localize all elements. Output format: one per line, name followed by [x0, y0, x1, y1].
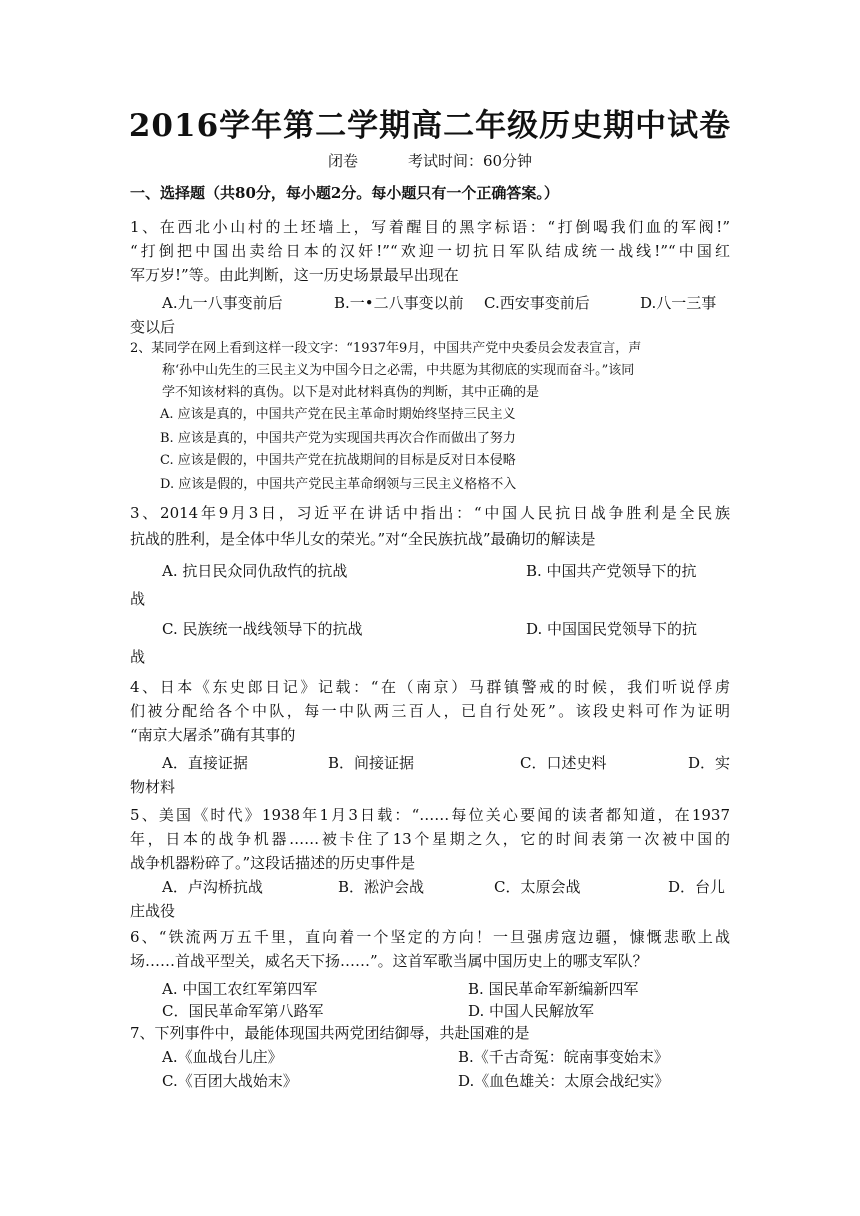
q6-line1: 6、“铁流两万五千里，直向着一个坚定的方向！一旦强虏寇边疆，慷慨悲歌上战	[130, 928, 730, 946]
q1-line2: “打倒把中国出卖给日本的汉奸!”“欢迎一切抗日军队结成统一战线!”“中国红	[130, 242, 730, 260]
q3-option-b-cont: 战	[130, 590, 146, 608]
q4-line3: “南京大屠杀”确有其事的	[130, 726, 296, 744]
q5-option-b: B．淞沪会战	[338, 878, 425, 896]
q2-line3: 学不知该材料的真伪。以下是对此材料真伪的判断，其中正确的是	[162, 385, 540, 400]
q1-option-d-cont: 变以后	[130, 318, 176, 336]
q7-option-c: C.《百团大战始末》	[162, 1072, 298, 1090]
q3-option-d: D. 中国国民党领导下的抗	[526, 620, 698, 638]
q2-option-a: A. 应该是真的，中国共产党在民主革命时期始终坚持三民主义	[160, 407, 516, 422]
q3-line1: 3、2014年9月3日，习近平在讲话中指出：“中国人民抗日战争胜利是全民族	[130, 504, 730, 522]
q4-line1: 4、日本《东史郎日记》记载：“在（南京）马群镇警戒的时候，我们听说俘虏	[130, 678, 730, 696]
q2-line2: 称‘孙中山先生的三民主义为中国今日之必需，中共愿为其彻底的实现而奋斗。”该同	[162, 363, 635, 378]
q7-option-a: A.《血战台儿庄》	[162, 1048, 283, 1066]
q1-option-c: C.西安事变前后	[484, 294, 590, 312]
q4-option-d: D．实	[688, 754, 731, 772]
q1-option-a: A.九一八事变前后	[162, 294, 283, 312]
q1-option-b: B.一•二八事变以前	[334, 294, 464, 312]
q2-line1: 2、某同学在网上看到这样一段文字：“1937年9月，中国共产党中央委员会发表宣言，声	[130, 341, 642, 356]
q2-option-c: C. 应该是假的，中国共产党在抗战期间的目标是反对日本侵略	[160, 453, 516, 468]
q4-option-d-cont: 物材料	[130, 778, 176, 796]
exam-title: 2016学年第二学期高二年级历史期中试卷	[128, 108, 732, 144]
q7-option-d: D.《血色雄关：太原会战纪实》	[458, 1072, 670, 1090]
q4-option-a: A．直接证据	[162, 754, 248, 772]
q4-line2: 们被分配给各个中队，每一中队两三百人，已自行处死”。该段史料可作为证明	[130, 702, 730, 720]
q5-line3: 战争机器粉碎了。”这段话描述的历史事件是	[130, 854, 416, 872]
q5-option-d-cont: 庄战役	[130, 902, 176, 920]
q1-option-d: D.八一三事	[640, 294, 717, 312]
q6-option-d: D. 中国人民解放军	[468, 1002, 595, 1020]
q5-line1: 5、美国《时代》1938年1月3日载：“……每位关心要闻的读者都知道，在1937	[130, 806, 730, 824]
q1-line1: 1、在西北小山村的土坯墙上，写着醒目的黑字标语：“打倒喝我们血的军阀!”	[130, 218, 730, 236]
exam-subtitle	[0, 150, 860, 172]
q5-option-a: A．卢沟桥抗战	[162, 878, 263, 896]
q3-option-d-cont: 战	[130, 648, 146, 666]
q2-option-d: D. 应该是假的，中国共产党民主革命纲领与三民主义格格不入	[160, 477, 517, 492]
q5-option-c: C．太原会战	[494, 878, 581, 896]
q5-line2: 年，日本的战争机器……被卡住了13个星期之久，它的时间表第一次被中国的	[130, 830, 730, 848]
q6-line2: 场……首战平型关，威名天下扬……”。这首军歌当属中国历史上的哪支军队？	[130, 952, 648, 970]
q4-option-c: C．口述史料	[520, 754, 607, 772]
q1-line3: 军万岁!”等。由此判断，这一历史场景最早出现在	[130, 266, 459, 284]
exam-mode: 闭卷	[327, 152, 358, 170]
q6-option-a: A. 中国工农红军第四军	[162, 980, 318, 998]
q5-option-d: D．台儿	[668, 878, 726, 896]
q6-option-b: B. 国民革命军新编新四军	[468, 980, 639, 998]
exam-time: 考试时间：60分钟	[407, 152, 533, 170]
q4-option-b: B．间接证据	[328, 754, 415, 772]
q3-option-b: B. 中国共产党领导下的抗	[526, 562, 697, 580]
section-heading: 一、选择题（共80分，每小题2分。每小题只有一个正确答案。）	[130, 184, 559, 202]
q3-option-a: A. 抗日民众同仇敌忾的抗战	[162, 562, 348, 580]
q3-line2: 抗战的胜利，是全体中华儿女的荣光。”对“全民族抗战”最确切的解读是	[130, 530, 596, 548]
q7-option-b: B.《千古奇冤：皖南事变始末》	[458, 1048, 669, 1066]
q6-option-c: C．国民革命军第八路军	[162, 1002, 324, 1020]
q7-line1: 7、下列事件中，最能体现国共两党团结御辱，共赴国难的是	[130, 1024, 530, 1042]
q2-option-b: B. 应该是真的，中国共产党为实现国共再次合作而做出了努力	[160, 431, 516, 446]
q3-option-c: C. 民族统一战线领导下的抗战	[162, 620, 363, 638]
